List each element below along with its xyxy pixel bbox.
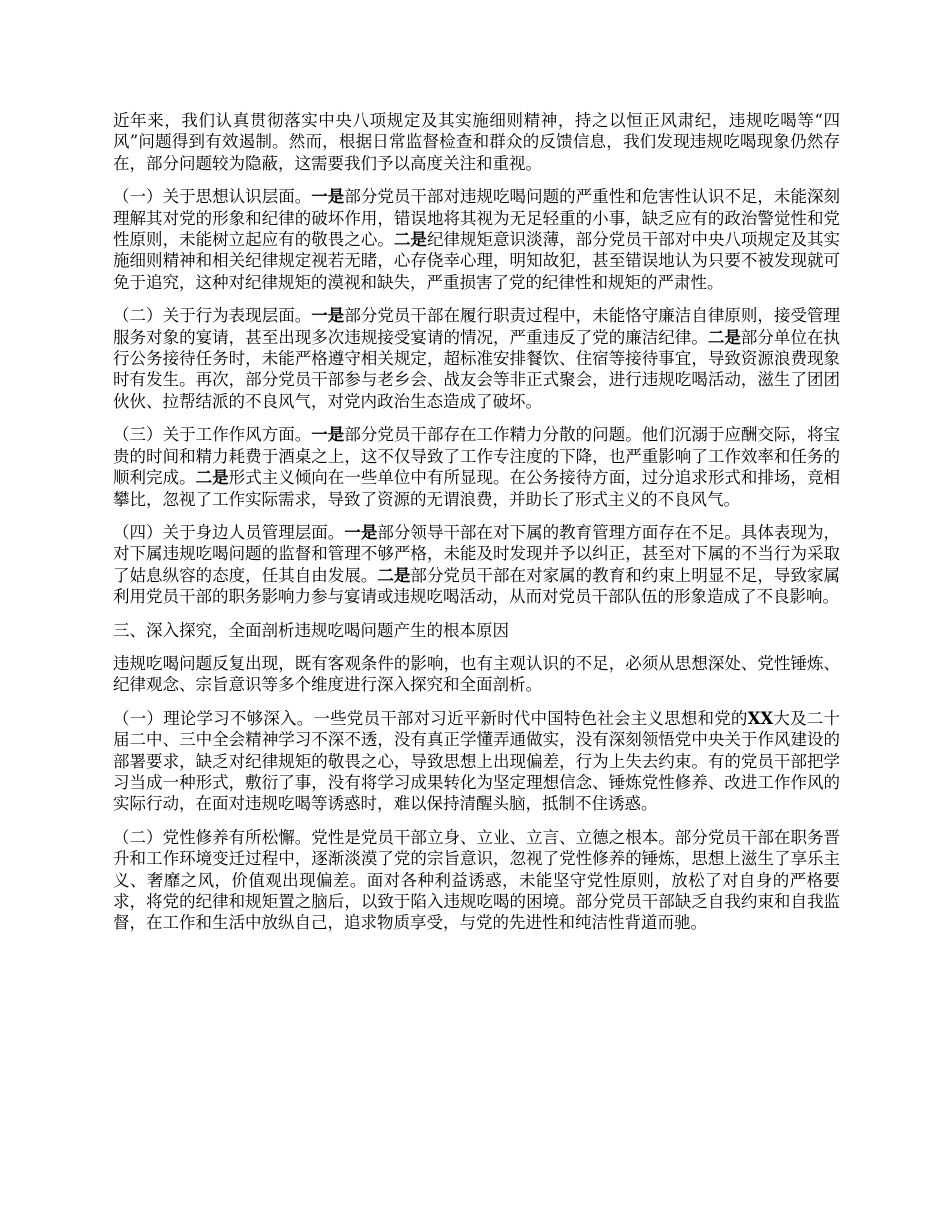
paragraph-text: （三）关于工作作风方面。	[113, 425, 312, 445]
paragraph-text: 近年来，我们认真贯彻落实中央八项规定及其实施细则精神，持之以恒正风肃纪，违规吃喝等“四风”问题得到有效遏制。然而，根据日常监督检查和群众的反馈信息，我们发现违规吃喝现象仍然存在，部分问题较为隐蔽，这需要我们予以高度关注和重视。	[113, 111, 840, 173]
paragraph-text: 形式主义倾向在一些单位中有所显现。在公务接待方面，过分追求形式和排场，竞相攀比，忽视了工作实际需求，导致了资源的无谓浪费，并助长了形式主义的不良风气。	[113, 468, 841, 509]
section-heading	[113, 620, 840, 641]
emphasis-text: 二是	[377, 565, 411, 585]
paragraph-text: 违规吃喝问题反复出现，既有客观条件的影响，也有主观认识的不足，必须从思想深处、党性锤炼、纪律观念、宗旨意识等多个维度进行深入探究和全面剖析。	[113, 653, 840, 695]
body-paragraph	[113, 827, 840, 934]
paragraph-text: （一）关于思想认识层面。	[113, 187, 312, 207]
body-paragraph	[113, 305, 840, 412]
body-paragraph	[113, 424, 840, 510]
emphasis-text: 一是	[311, 187, 345, 207]
paragraph-text: 部分党员干部在履行职责过程中，未能恪守廉洁自律原则，接受管理服务对象的宴请，甚至出现多次违规接受宴请的情况，严重违反了党的廉洁纪律。	[113, 306, 841, 347]
emphasis-text: XX	[747, 708, 774, 728]
body-paragraph	[113, 110, 840, 174]
body-paragraph	[113, 186, 840, 293]
emphasis-text: 一是	[311, 306, 345, 326]
paragraph-text: 大及二十届二中、三中全会精神学习不深不透，没有真正学懂弄通做实，没有深刻领悟党中央关于作风建设的部署要求，缺乏对纪律规矩的敬畏之心，导致思想上出现偏差，行为上失去约束。有的党员干部把学习当成一种形式，敷衍了事，没有将学习成果转化为坚定理想信念、锤炼党性修养、改进工作作风的实际行动，在面对违规吃喝等诱惑时，难以保持清醒头脑，抵制不住诱惑。	[113, 708, 841, 814]
document-body	[113, 110, 840, 934]
body-paragraph	[113, 522, 840, 608]
emphasis-text: 二是	[707, 327, 741, 347]
paragraph-text: （二）党性修养有所松懈。党性是党员干部立身、立业、立言、立德之根本。部分党员干部在职务晋升和工作环境变迁过程中，逐渐淡漠了党的宗旨意识，忽视了党性修养的锤炼，思想上滋生了享乐主义、奢靡之风，价值观出现偏差。面对各种利益诱惑，未能坚守党性原则，放松了对自身的严格要求，将党的纪律和规矩置之脑后，以致于陷入违规吃喝的困境。部分党员干部缺乏自我约束和自我监督，在工作和生活中放纵自己，追求物质享受，与党的先进性和纯洁性背道而驰。	[113, 827, 840, 933]
paragraph-text: 三、深入探究，全面剖析违规吃喝问题产生的根本原因	[113, 620, 509, 640]
body-paragraph	[113, 653, 840, 696]
emphasis-text: 二是	[393, 230, 427, 250]
paragraph-text: 纪律规矩意识淡薄，部分党员干部对中央八项规定及其实施细则精神和相关纪律规定视若无睹，心存侥幸心理，明知故犯，甚至错误地认为只要不被发现就可免于追究，这种对纪律规矩的漠视和缺失，严重损害了党的纪律性和规矩的严肃性。	[113, 230, 841, 292]
paragraph-text: 部分党员干部存在工作精力分散的问题。他们沉溺于应酬交际，将宝贵的时间和精力耗费于酒桌之上，这不仅导致了工作专注度的下降，也严重影响了工作效率和任务的顺利完成。	[113, 425, 841, 488]
paragraph-text: （一）理论学习不够深入。一些党员干部对习近平新时代中国特色社会主义思想和党的	[113, 708, 748, 728]
paragraph-text: 部分单位在执行公务接待任务时，未能严格遵守相关规定，超标准安排餐饮、住宿等接待事宜，导致资源浪费现象时有发生。再次，部分党员干部参与老乡会、战友会等非正式聚会，进行违规吃喝活动，滋生了团团伙伙、拉帮结派的不良风气，对党内政治生态造成了破坏。	[113, 327, 841, 411]
emphasis-text: 二是	[195, 468, 229, 488]
emphasis-text: 一是	[344, 522, 378, 542]
body-paragraph	[113, 708, 840, 815]
emphasis-text: 一是	[311, 425, 345, 445]
paragraph-text: （四）关于身边人员管理层面。	[113, 522, 345, 542]
paragraph-text: 部分党员干部在对家属的教育和约束上明显不足，导致家属利用党员干部的职务影响力参与宴请或违规吃喝活动，从而对党员干部队伍的形象造成了不良影响。	[113, 565, 841, 607]
paragraph-text: 部分领导干部在对下属的教育管理方面存在不足。具体表现为，对下属违规吃喝问题的监督和管理不够严格，未能及时发现并予以纠正，甚至对下属的不当行为采取了姑息纵容的态度，任其自由发展。	[113, 522, 841, 585]
paragraph-text: （二）关于行为表现层面。	[113, 306, 312, 326]
paragraph-text: 部分党员干部对违规吃喝问题的严重性和危害性认识不足，未能深刻理解其对党的形象和纪律的破坏作用，错误地将其视为无足轻重的小事，缺乏应有的政治警觉性和党性原则，未能树立起应有的敬畏之心。	[113, 187, 841, 250]
